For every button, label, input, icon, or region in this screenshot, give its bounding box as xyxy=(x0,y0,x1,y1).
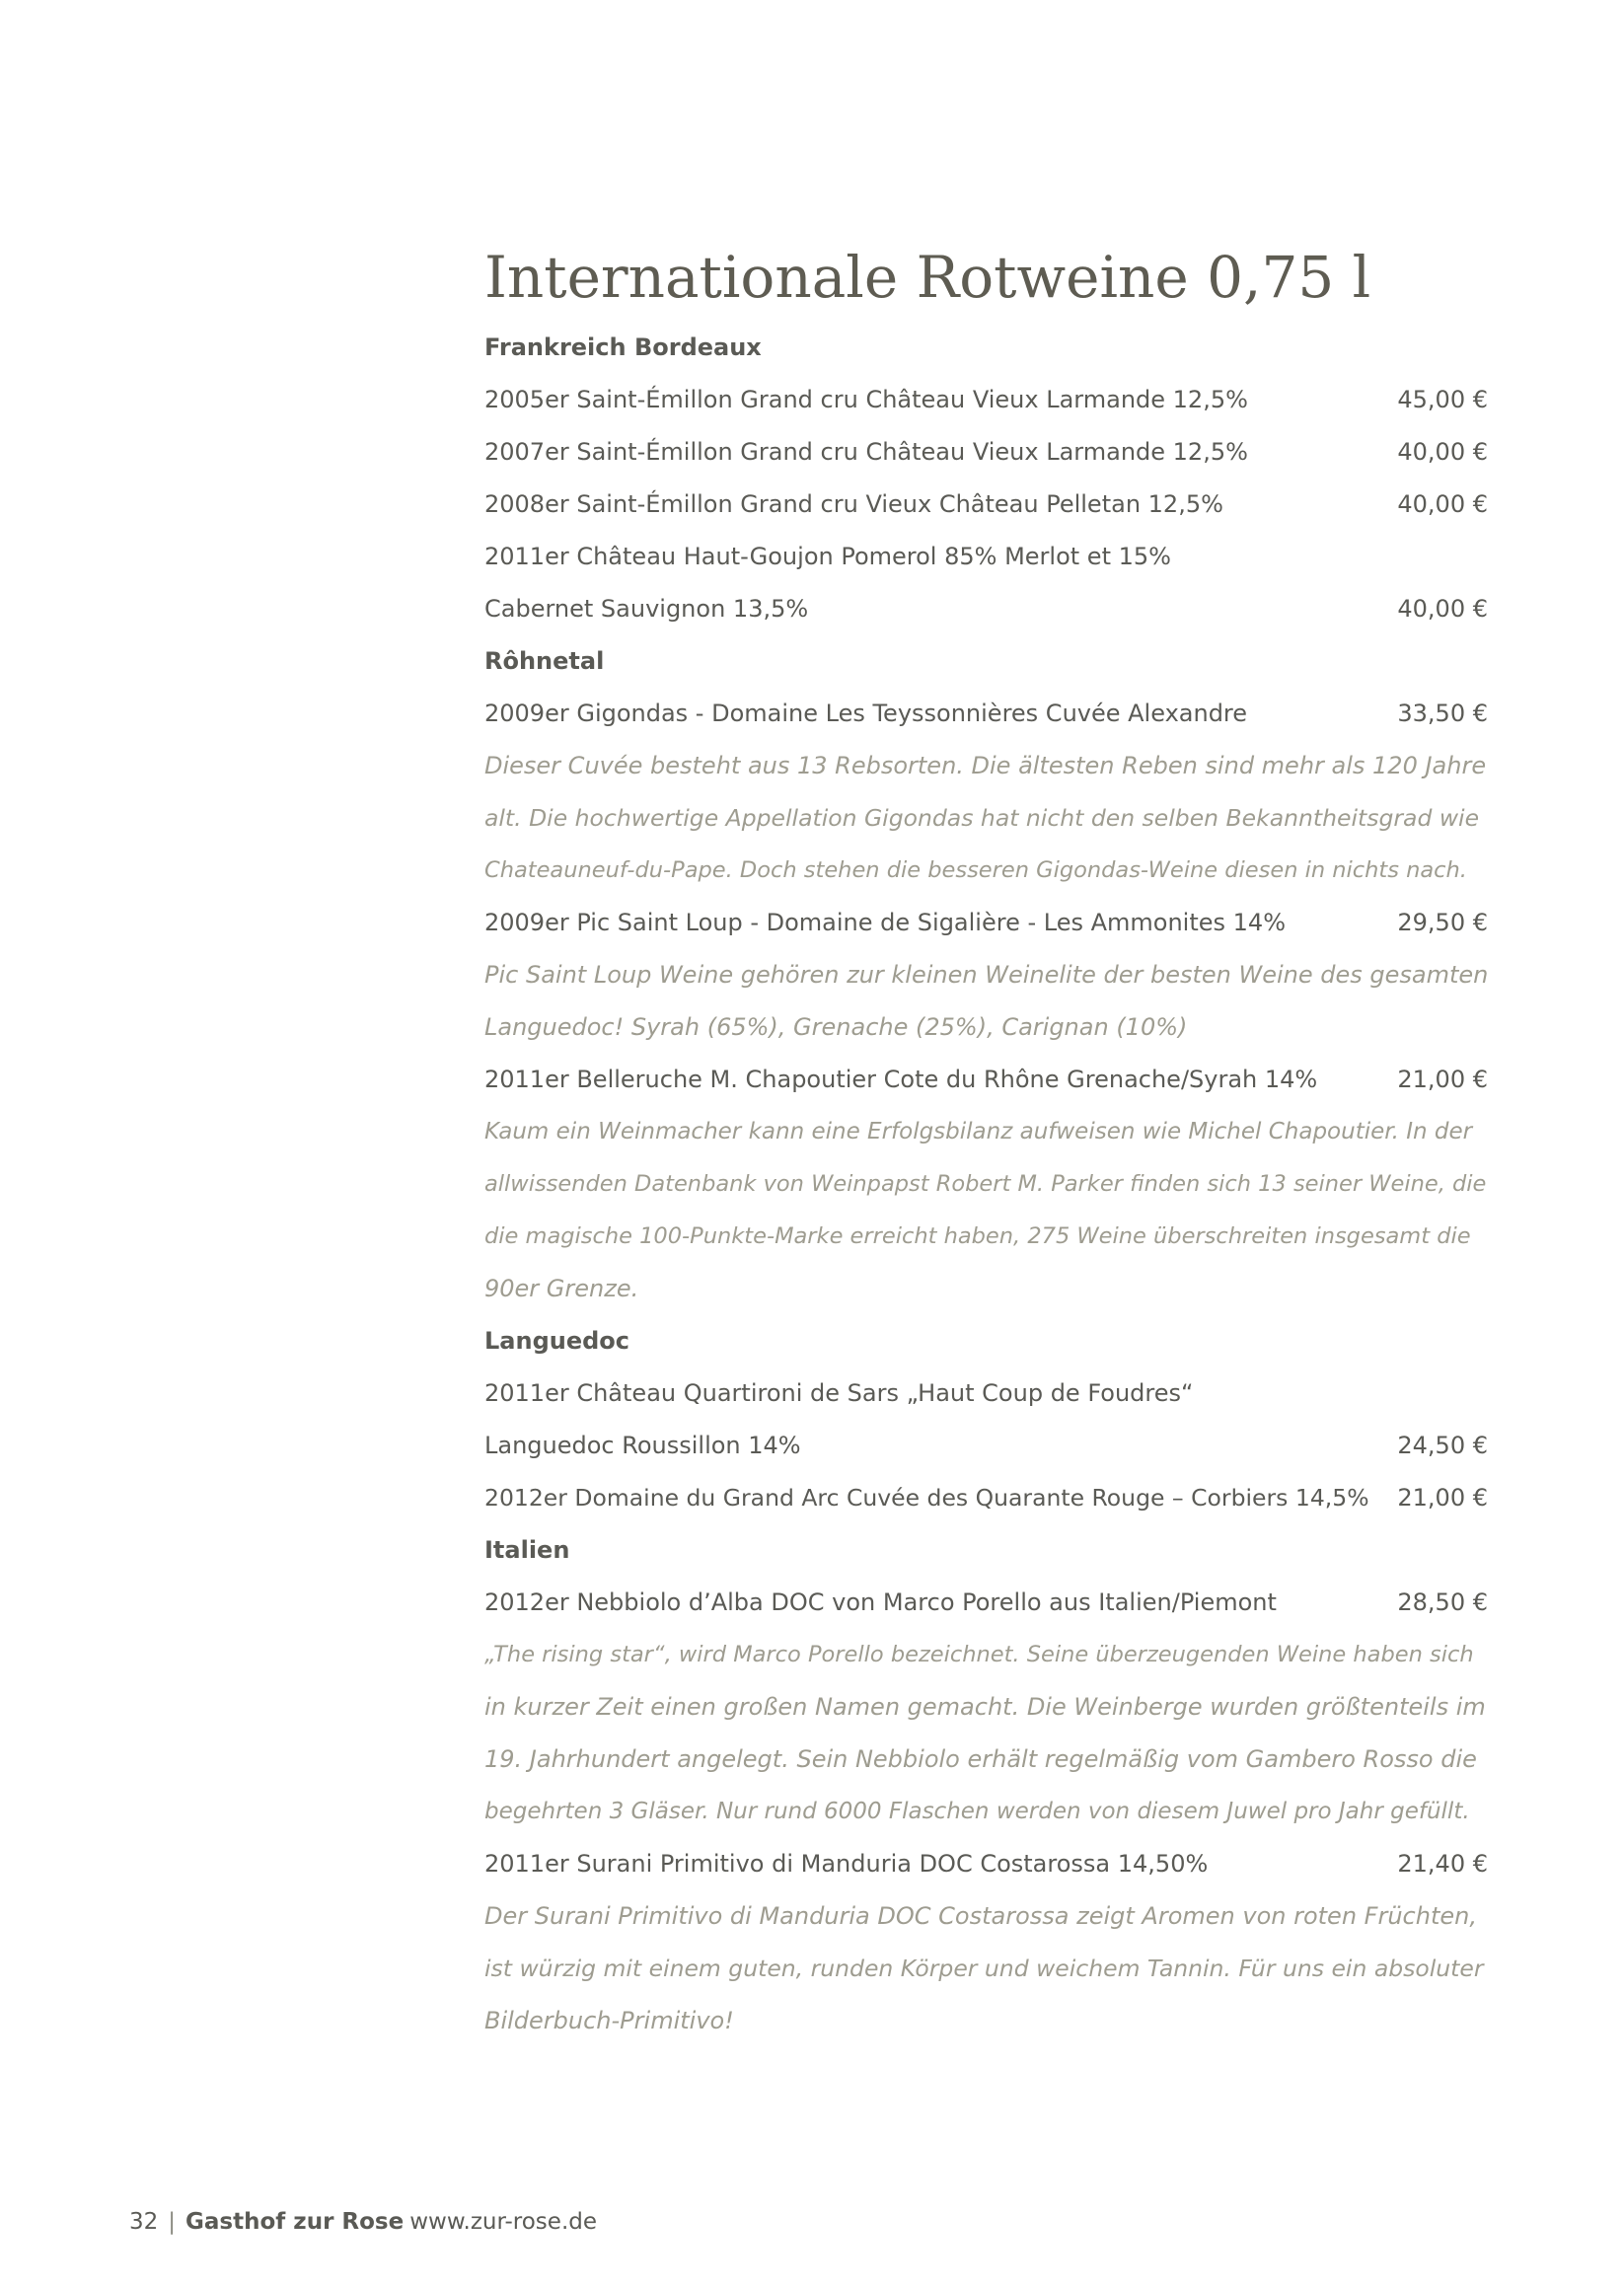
wine-description-line xyxy=(484,1158,1488,1211)
wine-description-line xyxy=(484,949,1488,1001)
wine-name: 2011er Belleruche M. Chapoutier Cote du Rhône Grenache/Syrah 14% xyxy=(484,1066,1318,1093)
wine-item xyxy=(484,1472,1488,1524)
wine-name: 2012er Nebbiolo d’Alba DOC von Marco Porello aus Italien/Piemont xyxy=(484,1588,1277,1616)
wine-name: 2009er Pic Saint Loup - Domaine de Sigalière - Les Ammonites 14% xyxy=(484,909,1286,936)
wine-name: 2009er Gigondas - Domaine Les Teyssonnières Cuvée Alexandre xyxy=(484,700,1248,727)
wine-description-line xyxy=(484,1263,1488,1315)
footer-separator: | xyxy=(168,2209,177,2235)
region-heading xyxy=(484,1315,1488,1367)
description-text: begehrten 3 Gläser. Nur rund 6000 Flaschen werden von diesem Juwel pro Jahr gefüllt. xyxy=(484,1799,1470,1824)
wine-description-line xyxy=(484,1734,1488,1786)
region-heading xyxy=(484,322,1488,374)
wine-name: 2011er Château Quartironi de Sars „Haut Coup de Foudres“ xyxy=(484,1379,1194,1407)
wine-item xyxy=(484,374,1488,426)
wine-price: 24,50 € xyxy=(1397,1432,1488,1459)
wine-name: Languedoc Roussillon 14% xyxy=(484,1432,801,1459)
description-text: Der Surani Primitivo di Manduria DOC Costarossa zeigt Aromen von roten Früchten, xyxy=(484,1902,1477,1930)
footer-brand: Gasthof zur Rose xyxy=(185,2209,405,2235)
wine-item xyxy=(484,1838,1488,1890)
wine-item xyxy=(484,531,1488,583)
wine-price: 40,00 € xyxy=(1397,438,1488,466)
wine-item xyxy=(484,1367,1488,1420)
wine-description-line xyxy=(484,1629,1488,1681)
wine-item xyxy=(484,897,1488,949)
wine-description-line xyxy=(484,1681,1488,1734)
description-text: alt. Die hochwertige Appellation Gigondas hat nicht den selben Bekanntheitsgrad wie xyxy=(484,804,1480,832)
wine-name: 2005er Saint-Émillon Grand cru Château Vieux Larmande 12,5% xyxy=(484,386,1248,413)
wine-price: 45,00 € xyxy=(1397,386,1488,413)
wine-price: 28,50 € xyxy=(1397,1588,1488,1616)
wine-price: 40,00 € xyxy=(1397,595,1488,623)
description-text: in kurzer Zeit einen großen Namen gemacht. Die Weinberge wurden größtenteils im xyxy=(484,1693,1486,1721)
wine-price: 21,00 € xyxy=(1397,1066,1488,1093)
wine-price: 33,50 € xyxy=(1397,700,1488,727)
wine-item xyxy=(484,426,1488,479)
wine-name: 2012er Domaine du Grand Arc Cuvée des Quarante Rouge – Corbiers 14,5% xyxy=(484,1484,1369,1512)
wine-item xyxy=(484,1420,1488,1472)
region-heading xyxy=(484,1524,1488,1577)
region-heading-text: Languedoc xyxy=(484,1327,630,1355)
description-text: Chateauneuf-du-Pape. Doch stehen die besseren Gigondas-Weine diesen in nichts nach. xyxy=(484,857,1467,883)
wine-item xyxy=(484,1577,1488,1629)
page-title: Internationale Rotweine 0,75 l xyxy=(484,244,1371,311)
wine-description-line xyxy=(484,740,1488,792)
wine-description-line xyxy=(484,1211,1488,1263)
wine-item xyxy=(484,688,1488,740)
wine-price: 29,50 € xyxy=(1397,909,1488,936)
wine-description-line xyxy=(484,845,1488,897)
wine-item xyxy=(484,583,1488,635)
wine-description-line xyxy=(484,1943,1488,1995)
wine-description-line xyxy=(484,1995,1488,2047)
wine-name: 2007er Saint-Émillon Grand cru Château Vieux Larmande 12,5% xyxy=(484,438,1248,466)
wine-price: 40,00 € xyxy=(1397,490,1488,518)
wine-name: 2011er Château Haut-Goujon Pomerol 85% Merlot et 15% xyxy=(484,543,1171,570)
wine-item xyxy=(484,1054,1488,1106)
description-text: die magische 100-Punkte-Marke erreicht haben, 275 Weine überschreiten insgesamt die xyxy=(484,1223,1471,1249)
wine-description-line xyxy=(484,1890,1488,1943)
wine-price: 21,40 € xyxy=(1397,1850,1488,1878)
wine-description-line xyxy=(484,1786,1488,1838)
wine-name: 2011er Surani Primitivo di Manduria DOC Costarossa 14,50% xyxy=(484,1850,1209,1878)
wine-description-line xyxy=(484,1001,1488,1054)
wine-item xyxy=(484,479,1488,531)
description-text: Pic Saint Loup Weine gehören zur kleinen Weinelite der besten Weine des gesamten xyxy=(484,961,1489,989)
region-heading-text: Italien xyxy=(484,1536,570,1564)
description-text: Dieser Cuvée besteht aus 13 Rebsorten. Die ältesten Reben sind mehr als 120 Jahre xyxy=(484,752,1487,779)
description-text: allwissenden Datenbank von Weinpapst Robert M. Parker finden sich 13 seiner Weine, die xyxy=(484,1171,1487,1197)
region-heading xyxy=(484,635,1488,688)
wine-lines xyxy=(484,322,1488,2047)
description-text: Languedoc! Syrah (65%), Grenache (25%), Carignan (10%) xyxy=(484,1013,1188,1041)
wine-list xyxy=(484,241,1488,2047)
description-text: 90er Grenze. xyxy=(484,1275,639,1302)
description-text: 19. Jahrhundert angelegt. Sein Nebbiolo erhält regelmäßig vom Gambero Rosso die xyxy=(484,1745,1477,1773)
footer-url: www.zur-rose.de xyxy=(409,2209,598,2235)
description-text: Kaum ein Weinmacher kann eine Erfolgsbilanz aufweisen wie Michel Chapoutier. In der xyxy=(484,1119,1473,1144)
region-heading-text: Frankreich Bordeaux xyxy=(484,333,762,361)
wine-description-line xyxy=(484,1106,1488,1158)
wine-name: 2008er Saint-Émillon Grand cru Vieux Château Pelletan 12,5% xyxy=(484,490,1223,518)
description-text: ist würzig mit einem guten, runden Körper und weichem Tannin. Für uns ein absoluter xyxy=(484,1955,1484,1982)
wine-description-line xyxy=(484,792,1488,845)
page-number: 32 xyxy=(129,2209,159,2235)
region-heading-text: Rôhnetal xyxy=(484,647,605,675)
wine-price: 21,00 € xyxy=(1397,1484,1488,1512)
page-footer xyxy=(129,2202,597,2242)
description-text: „The rising star“, wird Marco Porello bezeichnet. Seine überzeugenden Weine haben sich xyxy=(484,1642,1474,1667)
description-text: Bilderbuch-Primitivo! xyxy=(484,2007,734,2034)
wine-name: Cabernet Sauvignon 13,5% xyxy=(484,595,809,623)
